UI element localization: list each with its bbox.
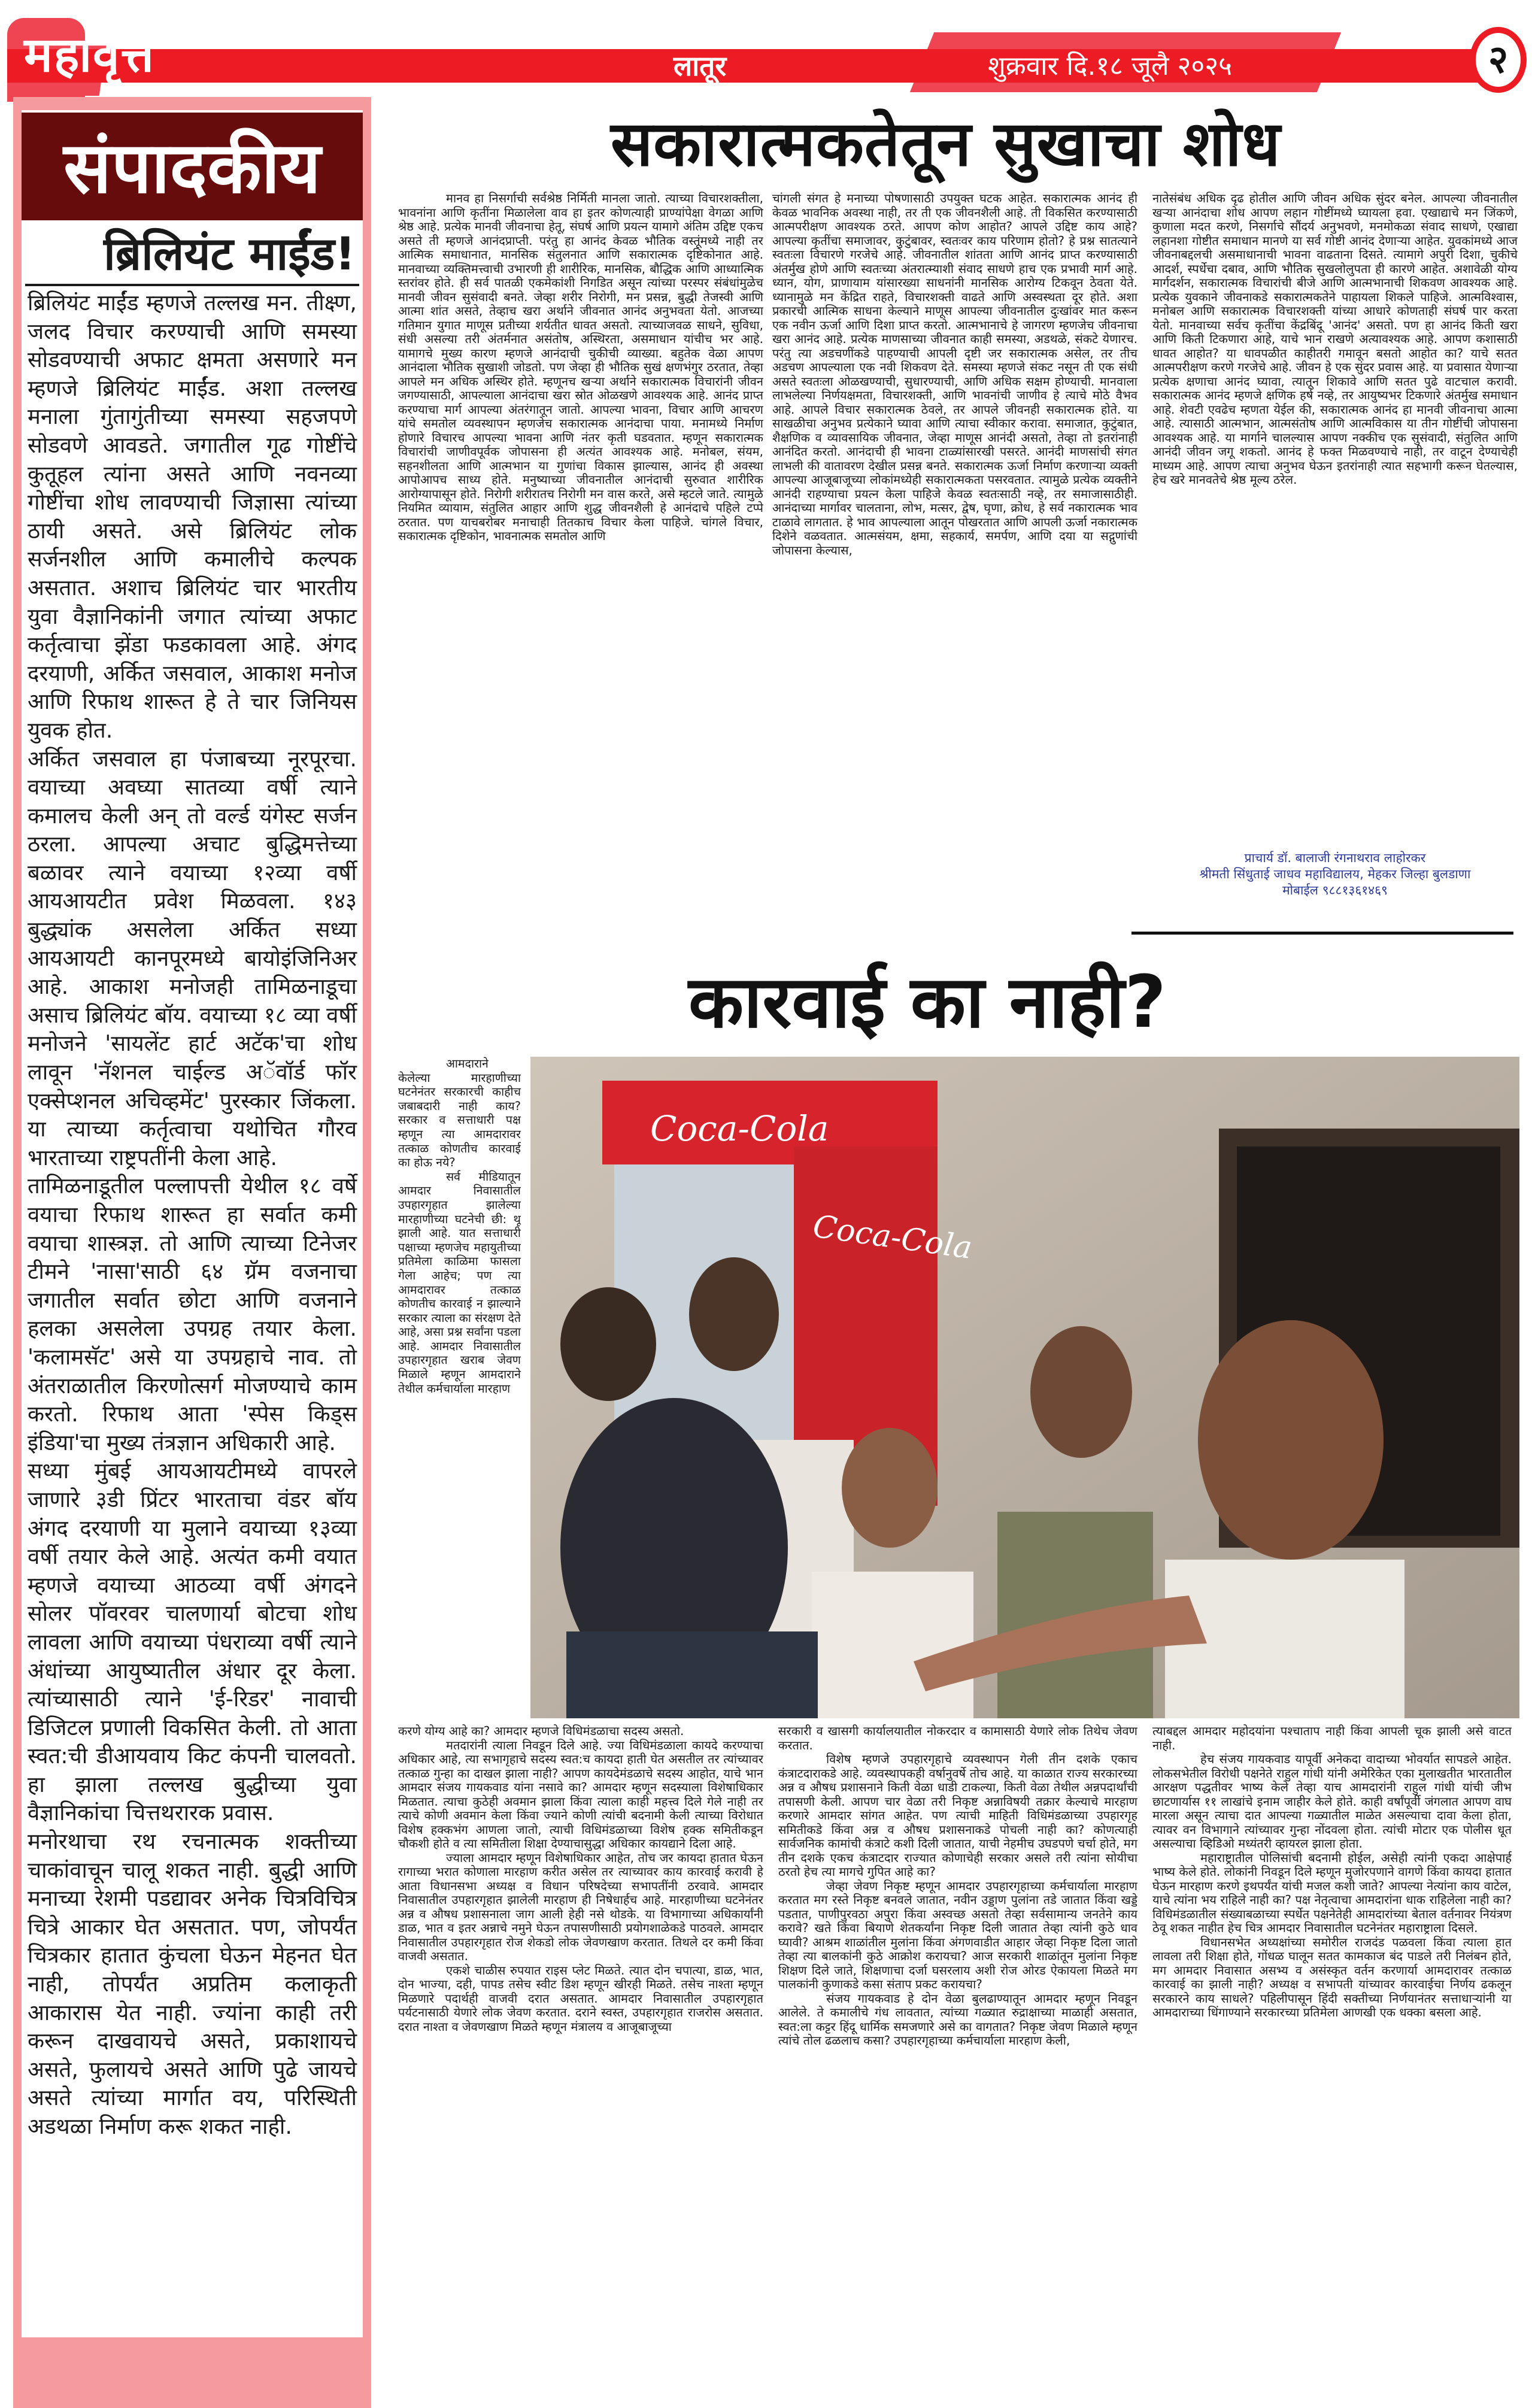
article-paragraph: विधानसभेत अध्यक्षांच्या समोरील राजदंड पळवला किंवा त्याला हात लावला तरी शिक्षा होते, गोंधळ घालून सतत कामकाज बंद पाडले तरी निलंबन होते, मग आमदार निवासात असभ्य व असंस्कृत वर्तन करणार्या आमदारावर तत्काळ कारवाई का झाली नाही? अध्यक्ष व सभापती यांच्यावर कारवाईचा निर्णय ढकलून सरकारने काय साधले? पहिलीपासून हिंदी सक्तीच्या निर्णयानंतर सत्ताधाऱ्यांनी या आमदाराच्या धिंगाण्याने सरकारच्या प्रतिमेला आणखी एक धक्का बसला आहे. (1152, 1934, 1512, 2019)
article-column (398, 192, 763, 952)
article-column (778, 1724, 1137, 2395)
page-number: २ (1470, 27, 1527, 93)
fridge-logo: Coca-Cola (811, 1208, 975, 1267)
masthead (0, 0, 1532, 96)
article-paragraph: सर्व मीडियातून आमदार निवासातील उपहारगृहात झालेल्या मारहाणीच्या घटनेची छी: थू झाली आहे. यात सत्ताधारी पक्षाच्या म्हणजेच महायुतीच्या प्रतिमेला काळिमा फासला गेला आहेच; पण त्या आमदारावर तत्काळ कोणतीच कारवाई न झाल्याने सरकार त्याला का संरक्षण देते आहे, असा प्रश्न सर्वांना पडला आहे. आमदार निवासातील उपहारगृहात खराब जेवण मिळाले म्हणून आमदाराने तेथील कर्मचार्याला मारहाण (398, 1169, 521, 1396)
issue-date: शुक्रवार दि.१८ जूलै २०२५ (988, 51, 1233, 81)
article-column (772, 192, 1137, 952)
article-paragraph: जेव्हा जेवण निकृष्ट म्हणून आमदार उपहारगृहाच्या कर्मचार्याला मारहाण करतात मग रस्ते निकृष्ट बनवले जातात, नवीन उड्डाण पुलांना तडे जातात किंवा खड्डे पडतात, पाणीपुरवठा अपुरा किंवा अस्वच्छ असतो तेव्हा सर्वसामान्य जनतेने काय करावे? खते किंवा बियाणे शेतकर्यांना निकृष्ट दिली जातात तेव्हा त्यांनी कुठे धाव घ्यावी? आश्रम शाळांतील मुलांना किंवा अंगणवाडीत आहार जेव्हा निकृष्ट दिला जातो तेव्हा त्या बालकांनी कुठे आक्रोश करायचा? आज सरकारी शाळांतून मुलांना निकृष्ट शिक्षण दिले जाते, शिक्षणाचा दर्जा घसरलाय अशी रोज ओरड ऐकायला मिळते मग पालकांनी कुणाकडे कसा संताप प्रकट करायचा? (778, 1878, 1137, 1991)
author-byline (1152, 850, 1518, 899)
article-paragraph: मतदारांनी त्याला निवडून दिले आहे. ज्या विधिमंडळाला कायदे करण्याचा अधिकार आहे, त्या सभागृहाचे सदस्य स्वत:च कायदा हाती घेत असतील तर त्यांच्यावर तत्काळ गुन्हा का दाखल झाला नाही? आपण कायदेमंडळाचे सदस्य आहोत, याचे भान आमदार संजय गायकवाड यांना नसावे का? आमदार म्हणून सदस्याला विशेषाधिकार मिळतात. त्याचा कुठेही अवमान झाला किंवा त्याला काही महत्त्व दिले गेले नाही तर त्याचे कोणी अवमान केला किंवा ज्याने कोणी त्यांची बदनामी केली त्याच्या विरोधात विशेष हक्कभंग आणला जातो, त्याची विधिमंडळाच्या विशेष हक्क समितीकडून चौकशी होते व त्या समितीला शिक्षा देण्याचासुद्धा अधिकार कायद्याने दिला आहे. (398, 1737, 763, 1851)
author-name: प्राचार्य डॉ. बालाजी रंगनाथराव लाहोरकर (1244, 851, 1426, 865)
article-paragraph: एकशे चाळीस रुपयात राइस प्लेट मिळते. त्यात दोन चपात्या, डाळ, भात, दोन भाज्या, दही, पापड तसेच स्वीट डिश म्हणून खीरही मिळते. तसेच नाश्ता म्हणून मिळणारे पदार्थही वाजवी दरात असतात. आमदार निवासातील उपहारगृहात पर्यटनासाठी येणारे लोक जेवण करतात. दराने स्वस्त, उपहारगृहात राजरोस असतात. दरात नाश्ता व जेवणखाण मिळते म्हणून मंत्रालय व आजूबाजूच्या (398, 1963, 763, 2034)
newspaper-title: महावृत्त (24, 27, 155, 83)
fridge-logo: Coca-Cola (650, 1108, 829, 1149)
article-paragraph: विशेष म्हणजे उपहारगृहाचे व्यवस्थापन गेली तीन दशके एकाच कंत्राटदाराकडे आहे. व्यवस्थापकही वर्षानुवर्षे तोच आहे. या काळात राज्य सरकारच्या अन्न व औषध प्रशासनाने किती वेळा धाडी टाकल्या, किती वेळा तेथील अन्नपदार्थांची तपासणी केली. आपण चार वेळा तरी निकृष्ट अन्नाविषयी तक्रार केल्याचे मारहाण करणारे आमदार सांगत आहेत. पण त्याची माहिती विधिमंडळाच्या उपहारगृह समितीकडे किंवा अन्न व औषध प्रशासनाकडे पोचली नाही का? कोणत्याही सार्वजनिक कामांची कंत्राटे कशी दिली जातात, याची नेहमीच उघडपणे चर्चा होते, मग तीन दशके एकच कंत्राटदार राज्यात कोणाचेही सरकार असले तरी त्यांना सोयीचा ठरतो हेच त्या मागचे गुपित आहे का? (778, 1752, 1137, 1879)
article-divider (1131, 932, 1513, 935)
article-paragraph: महाराष्ट्रातील पोलिसांची बदनामी होईल, असेही त्यांनी एकदा आक्षेपार्ह भाष्य केले होते. लोकांनी निवडून दिले म्हणून मुजोरपणाने वागणे किंवा कायदा हातात घेऊन मारहाण करणे इथपर्यंत यांची मजल कशी जाते? आपल्या नेत्यांना काय वाटेल, याचे त्यांना भय राहिले नाही का? पक्ष नेतृत्वाचा आमदारांना धाक राहिलेला नाही का? विधिमंडळातील संख्याबळाच्या स्पर्धेत पक्षनेतेही आमदारांच्या बेताल वर्तनावर नियंत्रण ठेवू शकत नाहीत हेच चित्र आमदार निवासातील घटनेनंतर महाराष्ट्राला दिसले. (1152, 1850, 1512, 1935)
editorial-sidebar (13, 97, 371, 2408)
editorial-paragraph: ब्रिलियंट माईंड म्हणजे तल्लख मन. तीक्ष्ण, जलद विचार करण्याची आणि समस्या सोडवण्याची अफाट क्षमता असणारे मन म्हणजे ब्रिलियंट माईंड. अशा तल्लख मनाला गुंतागुंतीच्या समस्या सहजपणे सोडवणे आवडते. जगातील गूढ गोष्टींचे कुतूहल त्यांना असते आणि नवनव्या गोष्टींचा शोध लावण्याची जिज्ञासा त्यांच्या ठायी असते. असे ब्रिलियंट लोक सर्जनशील आणि कमालीचे कल्पक असतात. अशाच ब्रिलियंट चार भारतीय युवा वैज्ञानिकांनी जगात त्यांच्या अफाट कर्तृत्वाचा झेंडा फडकावला आहे. अंगद दरयाणी, अर्कित जसवाल, आकाश मनोज आणि रिफाथ शारूत हे ते चार जिनियस युवक होत. (28, 290, 357, 743)
article-headline: कारवाई का नाही? (688, 961, 1166, 1044)
article-paragraph: करणे योग्य आहे का? आमदार म्हणजे विधिमंडळाचा सदस्य असतो. (398, 1724, 684, 1738)
editorial-paragraph: अर्कित जसवाल हा पंजाबच्या नूरपूरचा. वयाच्या अवघ्या सातव्या वर्षी त्याने कमालच केली अन् तो वर्ल्ड यंगेस्ट सर्जन ठरला. आपल्या अचाट बुद्धिमत्तेच्या बळावर त्याने वयाच्या १२व्या वर्षी आयआयटीत प्रवेश मिळवला. १४३ बुद्ध्यांक असलेला अर्कित सध्या आयआयटी कानपूरमध्ये बायोइंजिनिअर आहे. आकाश मनोजही तामिळनाडूचा असाच ब्रिलियंट बॉय. वयाच्या १८ व्या वर्षी मनोजने 'सायलेंट हार्ट अटॅक'चा शोध लावून 'नॅशनल चाईल्ड अॅवॉर्ड फॉर एक्सेप्शनल अचिव्हमेंट' पुरस्कार जिंकला. या त्याच्या कर्तृत्वाचा यथोचित गौरव भारताच्या राष्ट्रपतींनी केला आहे. (28, 745, 357, 1170)
article-paragraph: आमदाराने केलेल्या मारहाणीच्या घटनेनंतर सरकारची काहीच जबाबदारी नाही काय? सरकार व सत्ताधारी पक्ष म्हणून त्या आमदारावर तत्काळ कोणतीच कारवाई का होऊ नये? (398, 1057, 521, 1170)
article-paragraph: संजय गायकवाड हे दोन वेळा बुलढाण्यातून आमदार म्हणून निवडून आलेले. ते कमालीचे गंध लावतात, त्यांच्या गळ्यात रुद्राक्षाच्या माळाही असतात, स्वत:ला कट्टर हिंदू धार्मिक समजणारे असे का वागतात? निकृष्ट जेवण मिळाले म्हणून त्यांचे तोल ढळलाच कसा? उपहारगृहाच्या कर्मचार्याला मारहाण केली, (778, 1991, 1137, 2048)
article-side-column (398, 1057, 521, 1703)
edition-city: लातूर (674, 50, 727, 82)
article-paragraph: सरकारी व खासगी कार्यालयातील नोकरदार व कामासाठी येणारे लोक तिथेच जेवण करतात. (778, 1724, 1137, 1752)
article-paragraph: हेच संजय गायकवाड यापूर्वी अनेकदा वादाच्या भोवर्यात सापडले आहेत. लोकसभेतील विरोधी पक्षनेते राहुल गांधी यांनी अमेरिकेत एका मुलाखतीत भारतातील आरक्षण पद्धतीवर भाष्य केले तेव्हा याच आमदारांनी राहुल गांधी यांची जीभ छाटणार्यास ११ लाखांचे इनाम जाहीर केले होते. काही वर्षांपूर्वी जंगलात आपण वाघ मारला असून त्याचा दात आपल्या गळ्यातील माळेत असल्याचा दावा केला होता, त्यावर वन विभागाने त्यांच्यावर गुन्हा नोंदवला होता. त्यांची मोटार एक पोलीस धूत असल्याचा व्हिडिओ मध्यंतरी व्हायरल झाला होता. (1152, 1752, 1512, 1851)
article-column (1152, 192, 1518, 844)
editorial-paragraph: तामिळनाडूतील पल्लापत्ती येथील १८ वर्षे वयाचा रिफाथ शारूत हा सर्वात कमी वयाचा शास्त्रज्ञ. तो आणि त्याच्या टिनेजर टीमने 'नासा'साठी ६४ ग्रॅम वजनाचा जगातील सर्वात छोटा आणि वजनाने हलका असलेला उपग्रह तयार केला. 'कलामसॅट' असे या उपग्रहाचे नाव. तो अंतराळातील किरणोत्सर्ग मोजण्याचे काम करतो. रिफाथ आता 'स्पेस किड्स इंडिया'चा मुख्य तंत्रज्ञान अधिकारी आहे. (28, 1173, 357, 1455)
masthead-band (7, 49, 1480, 83)
article-column (398, 1724, 763, 2395)
article-column (1152, 1724, 1512, 2395)
editorial-box (22, 110, 363, 2337)
editorial-paragraph: मनोरथाचा रथ रचनात्मक शक्तीच्या चाकांवाचून चालू शकत नाही. बुद्धी आणि मनाच्या रेशमी पडद्यावर अनेक चित्रविचित्र चित्रे आकार घेत असतात. पण, जोपर्यंत चित्रकार हातात कुंचला घेऊन मेहनत घेत नाही, तोपर्यंत अप्रतिम कलाकृती आकारास येत नाही. ज्यांना काही तरी करून दाखवायचे असते, प्रकाशायचे असते, फुलायचे असते आणि पुढे जायचे असते त्यांच्या मार्गात वय, परिस्थिती अडथळा निर्माण करू शकत नाही. (28, 1828, 357, 2139)
article-headline: सकारात्मकतेतून सुखाचा शोध (611, 107, 1281, 180)
editorial-body (22, 286, 363, 2141)
editorial-section-label: संपादकीय (22, 110, 363, 220)
editorial-title: ब्रिलियंट माईंड! (104, 227, 356, 280)
article-paragraph: त्याबद्दल आमदार महोदयांना पश्चाताप नाही किंवा आपली चूक झाली असे वाटत नाही. (1152, 1724, 1512, 1752)
news-photo-illustration (530, 1057, 1519, 1718)
article-paragraph: नातेसंबंध अधिक दृढ होतील आणि जीवन अधिक सुंदर बनेल. आपल्या जीवनातील खऱ्या आनंदाचा शोध आपण लहान गोष्टींमध्ये घ्यायला हवा. एखाद्याचे मन जिंकणे, कुणाला मदत करणे, निसर्गाचे सौंदर्य अनुभवणे, मनमोकळा संवाद साधणे, एखाद्या लहानशा गोष्टीत समाधान मानणे या सर्व गोष्टी आनंद देणाऱ्या आहेत. युवकांमध्ये आज जीवनाबद्दलची असमाधानाची भावना वाढताना दिसते. त्यामागे अपुरी दिशा, चुकीचे आदर्श, स्पर्धेचा दबाव, आणि भौतिक सुखलोलुपता ही कारणे आहेत. अशावेळी योग्य मार्गदर्शन, सकारात्मक विचारांची बीजे आणि आत्मभानाची शिकवण आवश्यक आहे. प्रत्येक युवकाने जीवनाकडे सकारात्मकतेने पाहायला शिकले पाहिजे. आत्मविश्वास, मनोबल आणि सकारात्मक विचारशक्ती यांच्या आधारे कोणताही संघर्ष पार करता येतो. मानवाच्या सर्वच कृतींचा केंद्रबिंदू 'आनंद' असतो. पण हा आनंद किती खरा आणि किती टिकणारा आहे, याचे भान राखणे अत्यावश्यक आहे. आपण कशासाठी धावत आहोत? या धावपळीत काहीतरी गमावून बसतो आहोत का? याचे सतत आत्मपरीक्षण करणे गरजेचे आहे. जीवन हे एक सुंदर प्रवास आहे. या प्रवासात येणाऱ्या प्रत्येक क्षणाचा आनंद घ्यावा, त्यातून शिकावे आणि सतत पुढे वाटचाल करावी. सकारात्मक आनंद म्हणजे क्षणिक हर्ष नव्हे, तर आयुष्यभर टिकणारे अंतर्मुख समाधान आहे. शेवटी एवढेच म्हणता येईल की, सकारात्मक आनंद हा मानवी जीवनाचा आत्मा आहे. त्यासाठी आत्मभान, आत्मसंतोष आणि आत्मविकास या तीन गोष्टींची जोपासना आवश्यक आहे. या मार्गाने चालल्यास आपण नक्कीच एक सुसंवादी, संतुलित आणि आनंदी जीवन जगू शकतो. आनंद हे फक्त मिळवण्याचे नाही, तर वाटून देण्याचेही माध्यम आहे. आपण त्याचा अनुभव घेऊन इतरांनाही त्यात सहभागी करून घेतल्यास, हेच खरे मानवतेचे श्रेष्ठ मूल्य ठरेल. (1152, 192, 1518, 487)
news-photo (530, 1057, 1519, 1718)
article-paragraph: मानव हा निसर्गाची सर्वश्रेष्ठ निर्मिती मानला जातो. त्याच्या विचारशक्तीला, भावनांना आणि कृतींना मिळालेला वाव हा इतर कोणत्याही प्राण्यांपेक्षा वेगळा आणि श्रेष्ठ आहे. प्रत्येक मानवी जीवनाचा हेतू, संघर्ष आणि प्रयत्न यामागे अंतिम उद्दिष्ट एकच असते ती म्हणजे आनंदप्राप्ती. परंतु हा आनंद केवळ भौतिक वस्तूंमध्ये नाही तर आत्मिक समाधानात, मानसिक संतुलनात आणि सकारात्मक दृष्टिकोनात आहे. मानवाच्या व्यक्तिमत्त्वाची उभारणी ही शारीरिक, मानसिक, बौद्धिक आणि आध्यात्मिक स्तरांवर होते. ही सर्व पातळी एकमेकांशी निगडित असून त्यांच्या परस्पर संबंधांमुळेच मानवी जीवन सुसंवादी बनते. जेव्हा शरीर निरोगी, मन प्रसन्न, बुद्धी तेजस्वी आणि आत्मा शांत असते, तेव्हाच खरा अर्थाने जीवनात आनंद अनुभवता येतो. आजच्या गतिमान युगात माणूस प्रतीच्या शर्यतीत धावत असतो. त्याच्याजवळ साधने, सुविधा, संधी असल्या तरी अंतर्मनात असंतोष, अस्थिरता, असमाधान यांचीच भर आहे. यामागचे मुख्य कारण म्हणजे आनंदाची चुकीची व्याख्या. बहुतेक वेळा आपण आनंदाला भौतिक सुखाशी जोडतो. पण जेव्हा ही भौतिक सुखं क्षणभंगुर ठरतात, तेव्हा आपले मन अधिक अस्थिर होते. म्हणूनच खऱ्या अर्थाने सकारात्मक विचारांनी जीवन जगण्यासाठी, आपल्याला आनंदाचा खरा स्रोत ओळखणे आवश्यक आहे. आनंद प्राप्त करण्याचा मार्ग आपल्या अंतरंगातून जातो. आपल्या भावना, विचार आणि आचरण यांचे समतोल व्यवस्थापन म्हणजेच सकारात्मक आनंदाचा पाया. मनामध्ये निर्माण होणारे विचारच आपल्या भावना आणि नंतर कृती घडवतात. म्हणून सकारात्मक विचारांची जाणीवपूर्वक जोपासना ही अत्यंत आवश्यक आहे. मनोबल, संयम, सहनशीलता आणि आत्मभान या गुणांचा विकास झाल्यास, आनंद ही अवस्था आपोआपच साध्य होते. मनुष्याच्या जीवनातील आनंदाची सुरुवात शारीरिक आरोग्यापासून होते. निरोगी शरीरातच निरोगी मन वास करते, असे म्हटले जाते. त्यामुळे नियमित व्यायाम, संतुलित आहार आणि शुद्ध जीवनशैली हे आनंदाचे पहिले टप्पे ठरतात. पण याचबरोबर मनाचाही तितकाच विचार केला पाहिजे. चांगले विचार, सकारात्मक दृष्टिकोन, भावनात्मक समतोल आणि (398, 192, 763, 543)
article-paragraph: ज्याला आमदार म्हणून विशेषाधिकार आहेत, तोच जर कायदा हातात घेऊन रागाच्या भरात कोणाला मारहाण करीत असेल तर त्याच्यावर काय कारवाई करावी हे आता विधानसभा अध्यक्ष व विधान परिषदेच्या सभापतींनी ठरवावे. आमदार निवासातील उपहारगृहात झालेली मारहाण ही निषेधार्हच आहे. मारहाणीच्या घटनेनंतर अन्न व औषध प्रशासनाला जाग आली हेही नसे थोडके. या विभागाच्या अधिकार्यांनी डाळ, भात व इतर अन्नाचे नमुने घेऊन तपासणीसाठी प्रयोगशाळेकडे पाठवले. आमदार निवासातील उपहारगृहात रोज शेकडो लोक जेवणखाण करतात. तिथले दर कमी किंवा वाजवी असतात. (398, 1850, 763, 1963)
editorial-paragraph: सध्या मुंबई आयआयटीमध्ये वापरले जाणारे ३डी प्रिंटर भारताचा वंडर बॉय अंगद दरयाणी या मुलाने वयाच्या १३व्या वर्षी तयार केले आहे. अत्यंत कमी वयात म्हणजे वयाच्या आठव्या वर्षी अंगदने सोलर पॉवरवर चालणार्या बोटचा शोध लावला आणि वयाच्या पंधराव्या वर्षी त्याने अंधांच्या आयुष्यातील अंधार दूर केला. त्यांच्यासाठी त्याने 'ई-रिडर' नावाची डिजिटल प्रणाली विकसित केली. तो आता स्वत:ची डीआयवाय किट कंपनी चालवतो. हा झाला तल्लख बुद्धीच्या युवा वैज्ञानिकांचा चित्तथरारक प्रवास. (28, 1458, 357, 1826)
author-institution: श्रीमती सिंधुताई जाधव महाविद्यालय, मेहकर जिल्हा बुलडाणा (1199, 867, 1471, 881)
author-mobile: मोबाईल ९८८१३६१४६९ (1282, 883, 1388, 897)
article-paragraph: चांगली संगत हे मनाच्या पोषणासाठी उपयुक्त घटक आहेत. सकारात्मक आनंद ही केवळ भावनिक अवस्था नाही, तर ती एक जीवनशैली आहे. ती विकसित करण्यासाठी आत्मपरीक्षण आवश्यक ठरते. आपण कोण आहोत? आपले उद्दिष्ट काय आहे? आपल्या कृतींचा समाजावर, कुटुंबावर, स्वतःवर काय परिणाम होतो? हे प्रश्न सातत्याने स्वतःला विचारणे गरजेचे आहे. जीवनातील शांतता आणि आनंद प्राप्त करण्यासाठी अंतर्मुख होणे आणि स्वतःच्या अंतरात्म्याशी संवाद साधणे हाच एक प्रभावी मार्ग आहे. ध्यान, योग, प्राणायाम यांसारख्या साधनांनी मानसिक आरोग्य टिकवून ठेवता येते. ध्यानामुळे मन केंद्रित राहते, विचारशक्ती वाढते आणि अस्वस्थता दूर होते. अशा प्रकारची आत्मिक साधना केल्याने माणूस आपल्या जीवनातील दुःखांवर मात करून एक नवीन ऊर्जा आणि दिशा प्राप्त करतो. आत्मभानाचे हे जागरण म्हणजेच जीवनाचा खरा आनंद आहे. प्रत्येक माणसाच्या जीवनात काही समस्या, अडथळे, संकटे येणारच. परंतु त्या अडचणींकडे पाहण्याची आपली दृष्टी जर सकारात्मक असेल, तर तीच अडचण आपल्याला एक नवी शिकवण देते. समस्या म्हणजे संकट नसून ती एक संधी असते स्वतःला ओळखण्याची, सुधारण्याची, आणि अधिक सक्षम होण्याची. मानवाला लाभलेल्या निर्णयक्षमता, विचारशक्ती, आणि भावनांची जाणीव हे त्याचे मोठे वैभव आहे. आपले विचार सकारात्मक ठेवले, तर आपले जीवनही सकारात्मक होते. या साखळीचा अनुभव प्रत्येकाने घ्यावा आणि त्याचा स्वीकार करावा. समाजात, कुटुंबात, शैक्षणिक व व्यावसायिक जीवनात, जेव्हा माणूस आनंदी असतो, तेव्हा तो इतरांनाही आनंदित करतो. आनंदाची ही भावना टाळ्यांसारखी पसरते. आनंदी माणसांची संगत लाभली की वातावरण देखील प्रसन्न बनते. सकारात्मक ऊर्जा निर्माण करणाऱ्या व्यक्ती आपल्या आजूबाजूच्या लोकांमध्येही सकारात्मकता पसरवतात. त्यामुळे प्रत्येक व्यक्तीने आनंदी राहण्याचा प्रयत्न केला पाहिजे केवळ स्वतःसाठी नव्हे, तर समाजासाठीही. आनंदाच्या मार्गावर चालताना, लोभ, मत्सर, द्वेष, घृणा, क्रोध, हे सर्व नकारात्मक भाव टाळावे लागतात. हे भाव आपल्याला आतून पोखरतात आणि आपली ऊर्जा नकारात्मक दिशेने वळवतात. आत्मसंयम, क्षमा, सहकार्य, समर्पण, आणि दया या सद्गुणांची जोपासना केल्यास, (772, 192, 1137, 557)
